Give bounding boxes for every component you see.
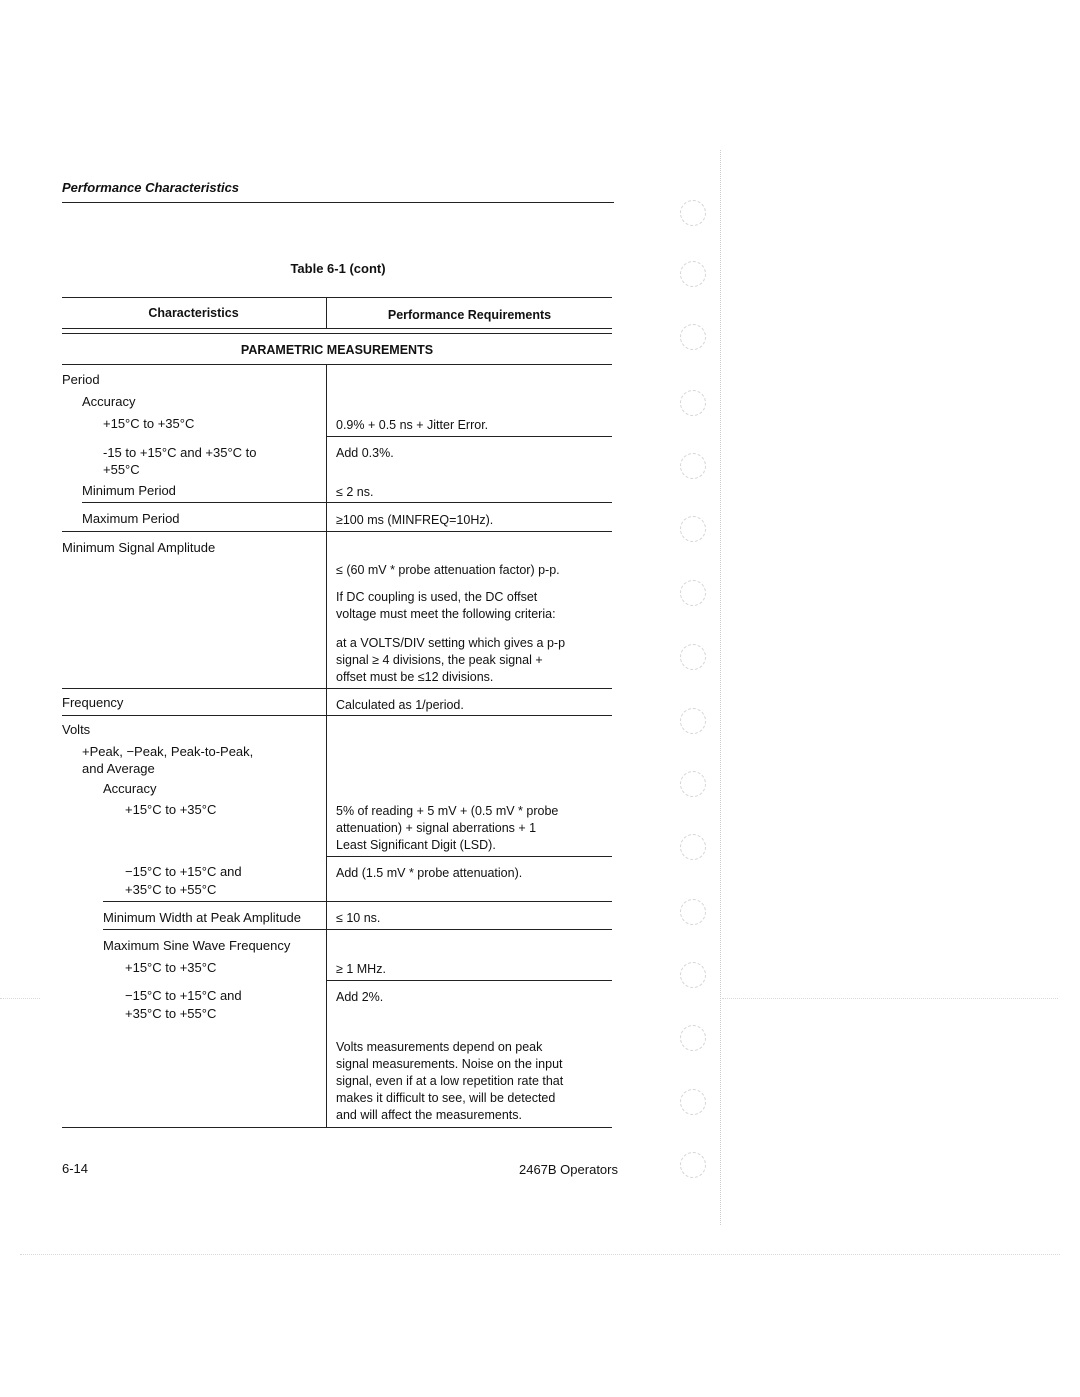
table-top-rule: [62, 297, 612, 298]
min-period-label: Minimum Period: [82, 483, 176, 498]
period-label: Period: [62, 372, 100, 387]
frequency-requirement: Calculated as 1/period.: [336, 698, 464, 712]
binder-hole: [680, 324, 706, 350]
row-rule: [327, 856, 612, 857]
header-rule: [62, 202, 614, 203]
column-divider: [326, 365, 327, 1127]
volts-temp2-label-line1: −15°C to +15°C and: [125, 864, 242, 879]
section-heading: PARAMETRIC MEASUREMENTS: [240, 343, 434, 357]
binder-hole: [680, 834, 706, 860]
row-rule: [103, 929, 612, 930]
row-rule: [327, 980, 612, 981]
col-header-requirements: Performance Requirements: [387, 308, 552, 322]
min-signal-req2-line2: voltage must meet the following criteria:: [336, 607, 556, 621]
volts-accuracy-label: Accuracy: [103, 781, 157, 796]
min-width-requirement: ≤ 10 ns.: [336, 911, 381, 925]
binder-hole: [680, 200, 706, 226]
binder-hole: [680, 771, 706, 797]
row-rule: [103, 901, 612, 902]
row-rule: [327, 436, 612, 437]
min-signal-label: Minimum Signal Amplitude: [62, 540, 216, 555]
scan-artifact-line: [0, 998, 40, 999]
period-temp2-label-line2: +55°C: [103, 462, 140, 477]
volts-sub-line1: +Peak, −Peak, Peak-to-Peak,: [82, 744, 254, 759]
period-temp1-label: +15°C to +35°C: [103, 416, 195, 431]
col-header-characteristics: Characteristics: [148, 306, 239, 320]
volts-temp1-label: +15°C to +35°C: [125, 802, 217, 817]
table-bottom-rule: [62, 1127, 612, 1128]
volts-temp1-req-line1: 5% of reading + 5 mV + (0.5 mV * probe: [336, 804, 559, 818]
row-rule: [62, 688, 612, 689]
binder-hole: [680, 962, 706, 988]
page-edge-line: [720, 150, 721, 1225]
volts-note-line1: Volts measurements depend on peak: [336, 1040, 543, 1054]
binder-hole: [680, 1089, 706, 1115]
max-sine-label: Maximum Sine Wave Frequency: [103, 938, 291, 953]
min-signal-req3-line1: at a VOLTS/DIV setting which gives a p-p: [336, 636, 566, 650]
max-sine-temp1-requirement: ≥ 1 MHz.: [336, 962, 386, 976]
min-period-requirement: ≤ 2 ns.: [336, 485, 374, 499]
period-temp1-requirement: 0.9% + 0.5 ns + Jitter Error.: [336, 418, 489, 432]
header-rule-1: [62, 328, 612, 329]
max-sine-temp2-requirement: Add 2%.: [336, 990, 384, 1004]
header-rule-2: [62, 333, 612, 334]
binder-hole: [680, 1152, 706, 1178]
volts-note-line4: makes it difficult to see, will be detected: [336, 1091, 556, 1105]
volts-note-line3: signal, even if at a low repetition rate that: [336, 1074, 564, 1088]
volts-note-line5: and will affect the measurements.: [336, 1108, 522, 1122]
volts-temp2-requirement: Add (1.5 mV * probe attenuation).: [336, 866, 523, 880]
volts-temp2-label-line2: +35°C to +55°C: [125, 882, 217, 897]
max-period-label: Maximum Period: [82, 511, 180, 526]
volts-temp1-req-line3: Least Significant Digit (LSD).: [336, 838, 496, 852]
page-number: 6-14: [62, 1161, 89, 1176]
max-sine-temp1-label: +15°C to +35°C: [125, 960, 217, 975]
period-temp2-requirement: Add 0.3%.: [336, 446, 394, 460]
binder-hole: [680, 261, 706, 287]
scan-artifact-line: [20, 1254, 1060, 1255]
max-sine-temp2-label-line1: −15°C to +15°C and: [125, 988, 242, 1003]
binder-hole: [680, 516, 706, 542]
min-signal-req2-line1: If DC coupling is used, the DC offset: [336, 590, 538, 604]
binder-hole: [680, 708, 706, 734]
max-period-requirement: ≥100 ms (MINFREQ=10Hz).: [336, 513, 494, 527]
binder-hole: [680, 1025, 706, 1051]
binder-hole: [680, 390, 706, 416]
volts-note-line2: signal measurements. Noise on the input: [336, 1057, 563, 1071]
binder-hole: [680, 899, 706, 925]
row-rule: [62, 715, 612, 716]
binder-hole: [680, 644, 706, 670]
row-rule: [82, 502, 612, 503]
row-rule: [62, 531, 612, 532]
min-width-label: Minimum Width at Peak Amplitude: [103, 910, 301, 925]
max-sine-temp2-label-line2: +35°C to +55°C: [125, 1006, 217, 1021]
min-signal-req3-line2: signal ≥ 4 divisions, the peak signal +: [336, 653, 543, 667]
manual-title: 2467B Operators: [518, 1162, 618, 1177]
volts-temp1-req-line2: attenuation) + signal aberrations + 1: [336, 821, 537, 835]
table-title: Table 6-1 (cont): [290, 261, 386, 276]
frequency-label: Frequency: [62, 695, 124, 710]
volts-sub-line2: and Average: [82, 761, 155, 776]
column-divider-header: [326, 298, 327, 328]
volts-label: Volts: [62, 722, 91, 737]
section-title: Performance Characteristics: [62, 180, 240, 195]
binder-hole: [680, 453, 706, 479]
section-rule: [62, 364, 612, 365]
min-signal-req1: ≤ (60 mV * probe attenuation factor) p-p.: [336, 563, 560, 577]
scan-artifact-line: [722, 998, 1058, 999]
binder-hole: [680, 580, 706, 606]
min-signal-req3-line3: offset must be ≤12 divisions.: [336, 670, 494, 684]
period-temp2-label-line1: -15 to +15°C and +35°C to: [103, 445, 257, 460]
period-accuracy-label: Accuracy: [82, 394, 136, 409]
